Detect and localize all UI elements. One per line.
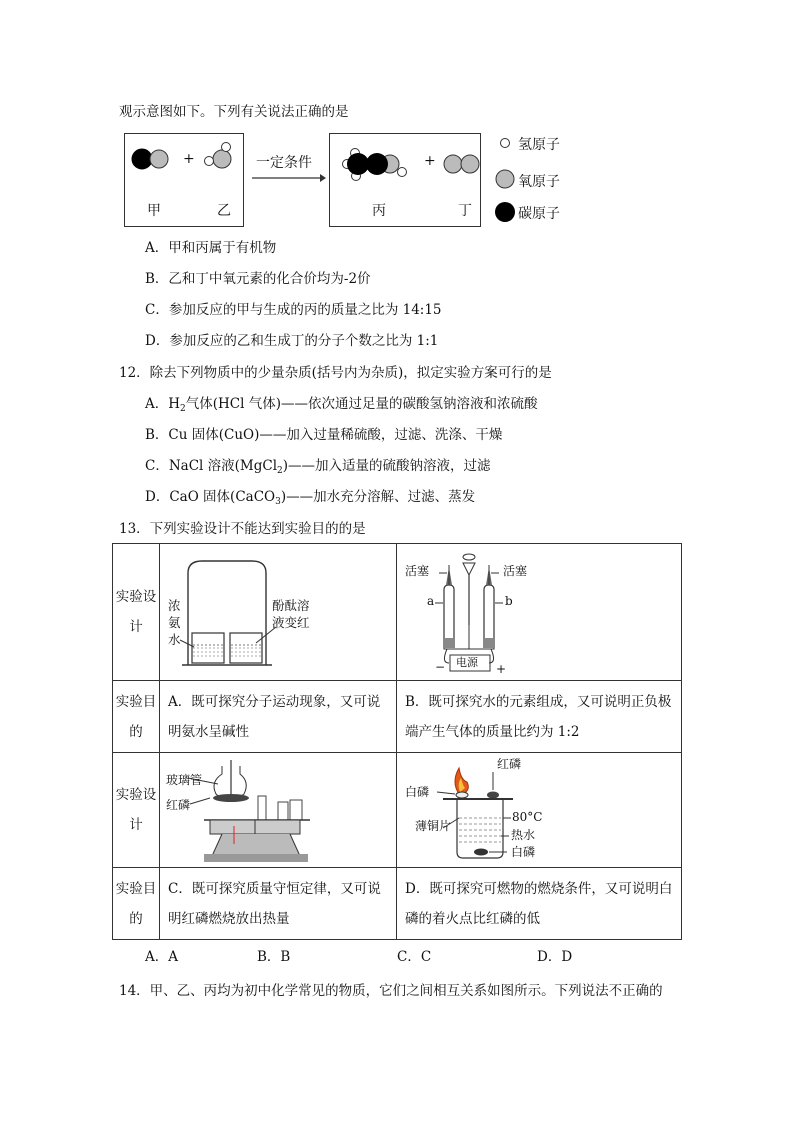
legend-hydrogen: 氢原子 xyxy=(518,137,560,153)
label-white-phosphorus-bottom: 白磷 xyxy=(511,845,536,859)
carbon-atom xyxy=(366,153,388,175)
q13-answer-d: D．D xyxy=(537,949,573,965)
label-white-phosphorus-top: 白磷 xyxy=(405,785,430,799)
label-jia: 甲 xyxy=(147,203,161,219)
q13-stem: 13．下列实验设计不能达到实验目的的是 xyxy=(119,521,366,537)
row-header-purpose: 实验目的 xyxy=(113,681,160,753)
experiment-table xyxy=(112,543,682,940)
design-d-cell xyxy=(397,753,682,868)
design-b-cell xyxy=(397,544,682,681)
q12-option-a: A．$H_2$气体(HCl 气体)——依次通过足量的碳酸氢钠溶液和浓硫酸 xyxy=(145,396,538,414)
label-stopcock-right: 活塞 xyxy=(503,564,528,578)
q13-answer-c: C．C xyxy=(397,949,432,965)
reaction-arrow xyxy=(250,170,326,184)
reaction-condition: 一定条件 xyxy=(256,155,312,171)
carbon-atom xyxy=(347,153,369,175)
table-row xyxy=(113,868,682,940)
carbon-atom-icon xyxy=(495,202,515,222)
label-ding: 丁 xyxy=(458,203,472,219)
q12-stem: 12．除去下列物质中的少量杂质(括号内为杂质)，拟定实验方案可行的是 xyxy=(119,365,552,381)
oxygen-atom xyxy=(444,155,462,173)
plus-sign: + xyxy=(183,151,195,167)
intro-text: 观示意图如下。下列有关说法正确的是 xyxy=(119,104,349,120)
hydrogen-atom xyxy=(398,168,407,177)
purpose-a: A．既可探究分子运动现象，又可说明氨水呈碱性 xyxy=(160,681,397,753)
label-a: a xyxy=(427,594,435,608)
q11-option-c: C．参加反应的甲与生成的丙的质量之比为 14:15 xyxy=(145,302,442,318)
plus-sign: + xyxy=(424,153,436,169)
label-copper-sheet: 薄铜片 xyxy=(415,819,452,833)
label-red-phosphorus: 红磷 xyxy=(166,798,191,812)
label-red-phosphorus: 红磷 xyxy=(497,757,522,771)
label-concentrated-ammonia: 浓氨水 xyxy=(168,598,181,647)
table-row xyxy=(113,544,682,681)
label-positive: + xyxy=(496,662,507,676)
label-yi: 乙 xyxy=(217,203,231,219)
label-stopcock-left: 活塞 xyxy=(405,564,430,578)
label-bing: 丙 xyxy=(372,203,386,219)
purpose-c: C．既可探究质量守恒定律，又可说明红磷燃烧放出热量 xyxy=(160,868,397,940)
mass-conservation-apparatus xyxy=(160,754,396,867)
q14-stem: 14．甲、乙、丙均为初中化学常见的物质，它们之间相互关系如图所示。下列说法不正确的 xyxy=(119,983,663,999)
q11-option-a: A．甲和丙属于有机物 xyxy=(145,240,277,256)
legend-carbon: 碳原子 xyxy=(518,206,560,222)
label-power-source: 电源 xyxy=(456,656,478,669)
q12-option-c: C．NaCl 溶液(MgCl$_2$)——加入适量的硫酸钠溶液，过滤 xyxy=(145,458,491,476)
label-phenolphthalein: 酚酞溶液变红 xyxy=(272,598,310,630)
label-negative: − xyxy=(435,660,446,674)
q11-option-b: B．乙和丁中氧元素的化合价均为-2价 xyxy=(145,271,371,287)
hydrogen-atom xyxy=(222,143,231,152)
design-c-cell xyxy=(160,753,397,868)
label-b: b xyxy=(505,594,513,608)
oxygen-atom xyxy=(213,150,231,168)
q12-option-d: D．CaO 固体(CaCO$_3$)——加水充分溶解、过滤、蒸发 xyxy=(145,489,476,507)
table-row xyxy=(113,753,682,868)
label-hot-water: 热水 xyxy=(511,828,536,842)
label-temperature: 80°C xyxy=(512,810,543,824)
oxygen-atom xyxy=(150,150,168,168)
row-header-purpose: 实验目的 xyxy=(113,868,160,940)
q11-option-d: D．参加反应的乙和生成丁的分子个数之比为 1:1 xyxy=(145,333,439,349)
q12-option-b: B．Cu 固体(CuO)——加入过量稀硫酸，过滤、洗涤、干燥 xyxy=(145,427,503,443)
q13-answer-b: B．B xyxy=(257,949,291,965)
legend-oxygen: 氧原子 xyxy=(518,174,560,190)
carbon-atom xyxy=(132,149,152,169)
q13-answer-a: A．A xyxy=(145,949,178,965)
row-header-design: 实验设计 xyxy=(113,753,160,868)
table-row xyxy=(113,681,682,753)
oxygen-atom-icon xyxy=(496,170,514,188)
hydrogen-atom xyxy=(205,157,214,166)
hydrogen-atom-icon xyxy=(501,139,510,148)
reactants-box xyxy=(124,133,244,227)
design-a-cell xyxy=(160,544,397,681)
label-glass-tube: 玻璃管 xyxy=(166,773,203,787)
products-box xyxy=(329,133,481,227)
row-header-design: 实验设计 xyxy=(113,544,160,681)
oxygen-atom xyxy=(461,155,479,173)
purpose-b: B．既可探究水的元素组成，又可说明正负极端产生气体的质量比约为 1:2 xyxy=(397,681,682,753)
purpose-d: D．既可探究可燃物的燃烧条件，又可说明白磷的着火点比红磷的低 xyxy=(397,868,682,940)
